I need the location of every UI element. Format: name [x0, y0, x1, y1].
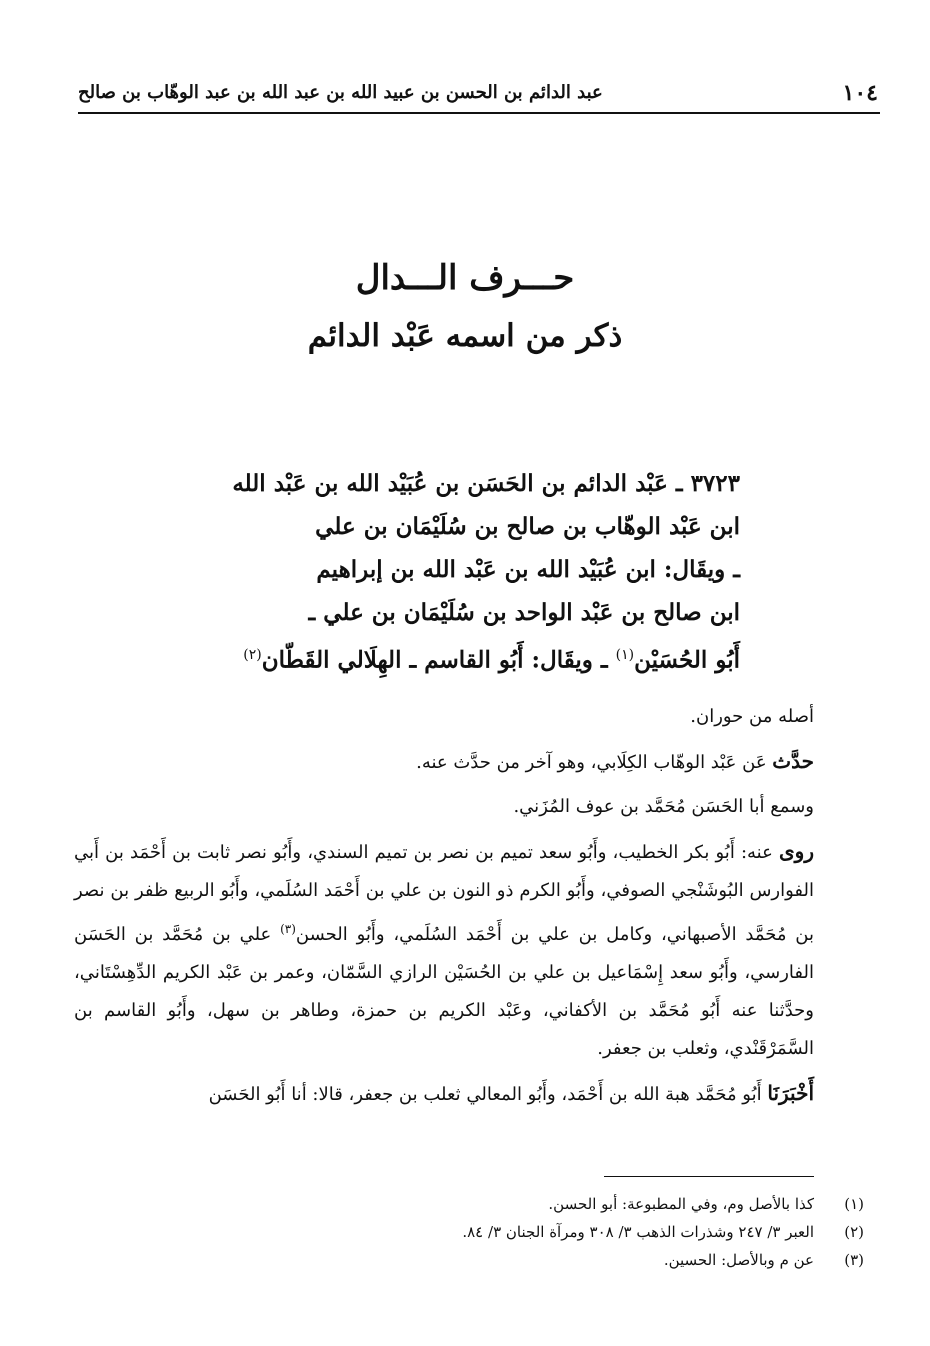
- footnote-number: (٢): [844, 1223, 864, 1241]
- keyword: أَخْبَرَنَا: [767, 1081, 814, 1105]
- paragraph-text: علي بن مُحَمَّد بن الحَسَن الفارسي، وأَبُو سعد إِسْمَاعيل بن علي بن الحُسَيْن الرازي السَّمّان، وعمر بن عَبْد الكريم الدِّهِسْتَاني، وحدَّثنا عنه أَبُو مُحَمَّد بن الأكفاني، وعَبْد الكريم بن حمزة، وطاهر بن سهل، وأَبُو القاسم بن السَّمَرْقَنْدي، وثعلب بن جعفر.: [74, 924, 814, 1059]
- entry-heading-line: ابن عَبْد الوهّاب بن صالح بن سُلَيْمَان بن علي: [315, 513, 740, 540]
- footnote-marker: (١): [615, 647, 635, 663]
- chapter-title: حـــرف الـــدال: [355, 258, 575, 298]
- footnote-text: عن م وبالأصل: الحسين.: [663, 1251, 814, 1269]
- entry-kunya: أَبُو الحُسَيْن: [634, 646, 740, 674]
- paragraph-text: وسمع أبا الحَسَن مُحَمَّد بن عوف المُزَني.: [513, 796, 814, 817]
- paragraph: [74, 1074, 814, 1114]
- paragraph: [74, 788, 814, 826]
- paragraph: [74, 742, 814, 782]
- paragraph-text: أصله من حوران.: [690, 706, 814, 727]
- keyword: حدَّث: [772, 749, 814, 773]
- footnote-number: (٣): [844, 1251, 864, 1269]
- entry-kunya-alt: ـ ويقَال: أَبُو القاسم ـ الهِلَالي القَطّان: [261, 646, 616, 674]
- footnote-number: (١): [844, 1195, 864, 1213]
- entry-heading-line: ابن صالح بن عَبْد الواحد بن سُلَيْمَان بن علي ـ: [308, 599, 740, 626]
- paragraph-text: أَبُو مُحَمَّد هبة الله بن أَحْمَد، وأَبُو المعالي ثعلب بن جعفر، قالا: أنا أَبُو الحَسَن: [208, 1084, 768, 1105]
- footnote-marker: (٣): [280, 922, 296, 936]
- entry-heading: [180, 462, 740, 682]
- page-number: ١٠٤: [842, 80, 878, 106]
- footnote-text: العبر ٣/ ٢٤٧ وشذرات الذهب ٣/ ٣٠٨ ومرآة الجنان ٣/ ٨٤.: [462, 1223, 814, 1241]
- footnote: [124, 1190, 864, 1218]
- running-title: عبد الدائم بن الحسن بن عبيد الله بن عبد الله بن عبد الوهّاب بن صالح: [78, 82, 603, 103]
- footnote-text: كذا بالأصل وم، وفي المطبوعة: أبو الحسن.: [548, 1195, 814, 1213]
- footnote-marker: (٢): [243, 647, 262, 663]
- paragraph: [74, 698, 814, 736]
- keyword: روى: [779, 839, 814, 863]
- footnote: [124, 1246, 864, 1274]
- footnotes: [124, 1190, 864, 1274]
- entry-heading-line: ٣٧٢٣ ـ عَبْد الدائم بن الحَسَن بن عُبَيْد الله بن عَبْد الله: [232, 470, 740, 497]
- entry-heading-line: [180, 634, 740, 682]
- page-header: [78, 72, 880, 114]
- footnote-separator: [604, 1176, 814, 1177]
- section-title: ذكر من اسمه عَبْد الدائم: [307, 318, 623, 354]
- paragraph: [74, 832, 814, 1068]
- entry-heading-line: ـ ويقَال: ابن عُبَيْد الله بن عَبْد الله بن إبراهيم: [316, 556, 740, 583]
- paragraph-text: عنه: أَبُو بكر الخطيب، وأَبُو سعد تميم بن نصر بن تميم السندي، وأَبُو نصر ثابت بن أَحْمَد بن أَبي الفوارس البُوشَنْجي الصوفي، وأَبُو الكرم ذو النون بن علي بن أَحْمَد السُلَمي، وأَبُو الربيع ظفر بن نصر بن مُحَمَّد الأصبهاني، وكامل بن علي بن أَحْمَد السُلَمي، وأَبُو الحسن: [74, 842, 814, 945]
- paragraph-text: عَن عَبْد الوهّاب الكِلَابي، وهو آخر من حدَّث عنه.: [416, 752, 773, 773]
- body-text: [74, 698, 814, 1120]
- footnote: [124, 1218, 864, 1246]
